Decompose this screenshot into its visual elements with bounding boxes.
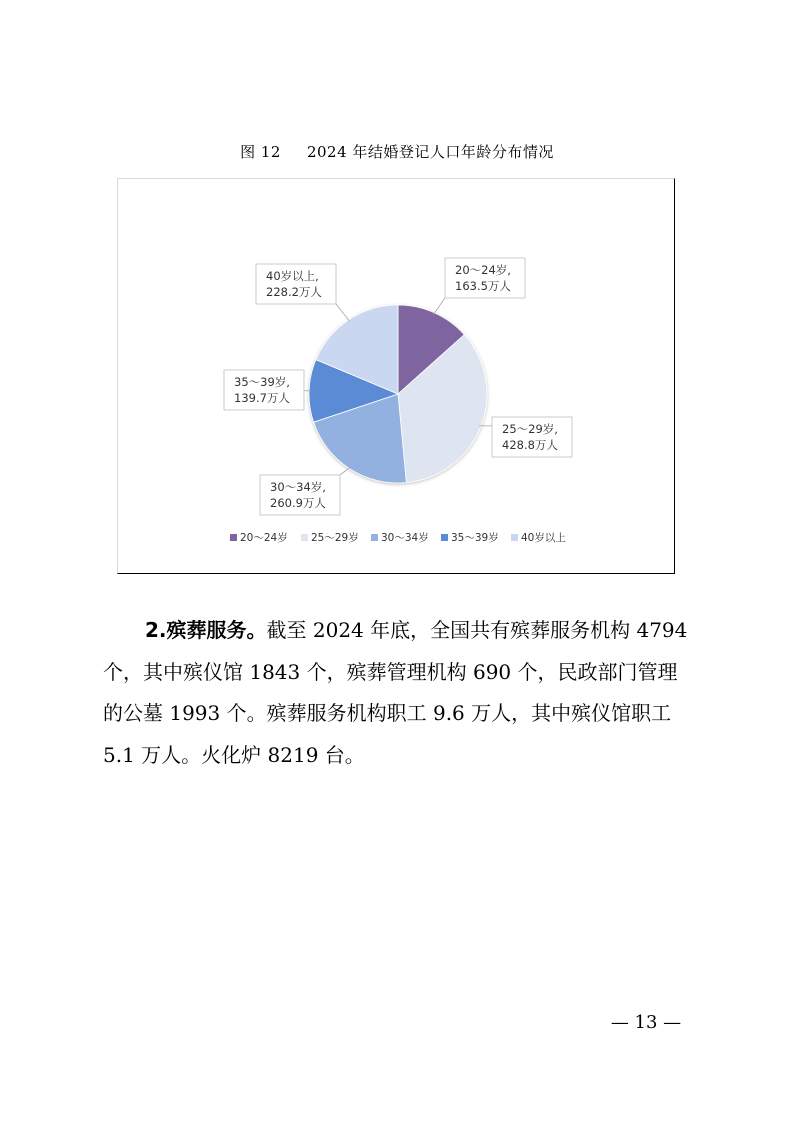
paragraph-line-4: 5.1 万人。火化炉 8219 台。 — [103, 742, 365, 767]
leader-line-30-34 — [340, 467, 350, 475]
callout-category: 40岁以上, — [266, 269, 319, 283]
legend-label: 25～29岁 — [311, 532, 359, 544]
pie-chart-frame — [117, 178, 675, 574]
legend-item-20-24 — [230, 531, 288, 544]
figure-title: 2024 年结婚登记人口年龄分布情况 — [306, 143, 554, 161]
data-callout-35-39 — [224, 370, 304, 410]
pie-chart — [118, 179, 674, 573]
data-callout-30-34 — [260, 475, 340, 515]
legend-label: 30～34岁 — [381, 532, 429, 544]
legend-item-40plus — [511, 531, 566, 544]
callout-value: 428.8万人 — [502, 438, 558, 452]
data-callout-20-24 — [445, 258, 525, 298]
callout-value: 163.5万人 — [455, 279, 511, 293]
page-number: — 13 — — [610, 1012, 682, 1033]
legend-item-25-29 — [301, 531, 359, 544]
callout-category: 20～24岁, — [455, 263, 511, 277]
data-callout-25-29 — [492, 417, 572, 457]
legend-item-35-39 — [441, 531, 499, 544]
leader-line-40plus — [336, 304, 350, 321]
legend-label: 20～24岁 — [240, 532, 288, 544]
data-callout-40plus — [256, 264, 336, 304]
legend-swatch — [441, 534, 448, 541]
figure-caption — [0, 141, 794, 162]
paragraph-line-2: 个，其中殡仪馆 1843 个，殡葬管理机构 690 个，民政部门管理 — [103, 659, 678, 684]
legend-swatch — [511, 534, 518, 541]
legend-label: 35～39岁 — [451, 532, 499, 544]
legend-swatch — [230, 534, 237, 541]
paragraph-line-3: 的公墓 1993 个。殡葬服务机构职工 9.6 万人，其中殡仪馆职工 — [103, 701, 672, 725]
callout-value: 139.7万人 — [234, 391, 290, 405]
callout-value: 260.9万人 — [270, 496, 326, 510]
callout-value: 228.2万人 — [266, 285, 322, 299]
callout-category: 35～39岁, — [234, 375, 290, 389]
legend-swatch — [371, 534, 378, 541]
legend-swatch — [301, 534, 308, 541]
figure-number: 图 12 — [240, 143, 281, 161]
funeral-service-paragraph — [103, 610, 693, 776]
callout-category: 25～29岁, — [502, 422, 558, 436]
legend-item-30-34 — [371, 531, 429, 544]
paragraph-line-1: 截至 2024 年底，全国共有殡葬服务机构 4794 — [266, 618, 688, 642]
callout-category: 30～34岁, — [270, 480, 326, 494]
leader-line-20-24 — [434, 298, 445, 314]
legend-label: 40岁以上 — [521, 532, 566, 544]
section-heading: 2.殡葬服务。 — [145, 618, 267, 642]
